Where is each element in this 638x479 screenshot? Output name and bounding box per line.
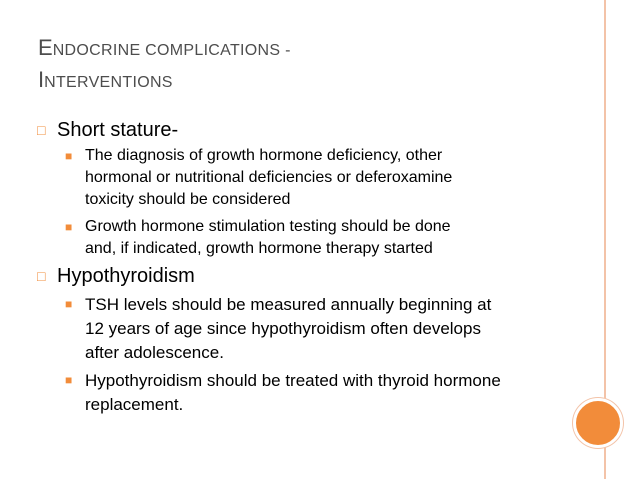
section-heading: Hypothyroidism [57,265,195,287]
title-line-2-initial: I [38,67,45,92]
title-line-2 [38,65,558,97]
list-item-text [85,293,491,365]
list-item-line: hormonal or nutritional deficiencies or deferoxamine [85,169,453,186]
list-item-text [85,145,452,211]
filled-square-bullet-icon: ■ [65,373,73,387]
filled-square-bullet-icon: ■ [65,149,73,163]
list-item-line: Growth hormone stimulation testing should be done [85,218,451,235]
filled-square-bullet-icon: ■ [65,220,73,234]
list-item-line: toxicity should be considered [85,191,291,208]
section-heading: Short stature- [57,119,179,141]
list-item-line: 12 years of age since hypothyroidism often develops [85,319,481,338]
hollow-square-bullet-icon: □ [37,122,46,138]
list-item-text [85,216,451,260]
filled-square-bullet-icon: ■ [65,297,73,311]
title-line-1-initial: E [38,35,53,60]
slide-title [38,33,558,97]
title-line-1-rest: NDOCRINE COMPLICATIONS - [52,42,291,59]
section-hypothyroidism [37,264,195,288]
list-item [65,293,491,365]
list-item-line: Hypothyroidism should be treated with thyroid hormone [85,371,501,390]
section-short-stature [37,118,178,142]
title-line-1 [38,33,558,65]
list-item-line: TSH levels should be measured annually beginning at [85,295,492,314]
list-item-text [85,369,501,417]
list-item [65,216,451,260]
list-item-line: The diagnosis of growth hormone deficiency, other [85,147,443,164]
decorative-orange-circle [573,398,623,448]
list-item-line: and, if indicated, growth hormone therapy started [85,240,433,257]
hollow-square-bullet-icon: □ [37,268,46,284]
title-line-2-rest: NTERVENTIONS [44,74,173,91]
list-item [65,145,452,211]
list-item [65,369,501,417]
list-item-line: after adolescence. [85,343,224,362]
list-item-line: replacement. [85,395,184,414]
